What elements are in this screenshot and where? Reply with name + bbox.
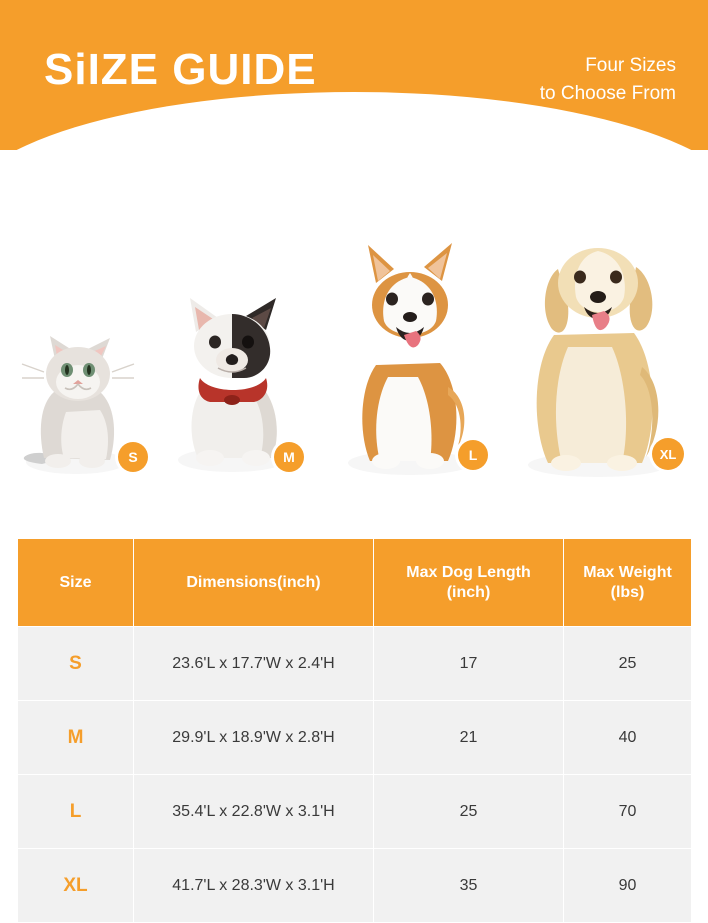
- cell-max-length: 25: [374, 775, 564, 849]
- size-table-body: [18, 627, 692, 923]
- cell-dimensions: 41.7'L x 28.3'W x 3.1'H: [134, 849, 374, 923]
- size-badge-xl: XL: [652, 438, 684, 470]
- size-badge-m: M: [274, 442, 304, 472]
- cell-max-weight: 40: [564, 701, 692, 775]
- size-badge-l: L: [458, 440, 488, 470]
- table-row: [18, 849, 692, 923]
- header-subtitle-line1: Four Sizes: [585, 55, 676, 76]
- cell-size: S: [18, 627, 134, 701]
- header-max-dog-length-line1: Max Dog Length: [406, 563, 531, 581]
- cell-max-weight: 25: [564, 627, 692, 701]
- table-row: [18, 775, 692, 849]
- cell-size: L: [18, 775, 134, 849]
- cell-size: M: [18, 701, 134, 775]
- header-max-dog-length: [374, 539, 564, 627]
- animal-french-bulldog: [160, 282, 310, 482]
- table-header-row: [18, 539, 692, 627]
- size-table: [17, 538, 692, 923]
- header-subtitle: [540, 52, 676, 107]
- cell-max-weight: 90: [564, 849, 692, 923]
- cell-max-length: 17: [374, 627, 564, 701]
- header-max-weight-line2: (lbs): [610, 583, 645, 601]
- table-row: [18, 627, 692, 701]
- header-max-dog-length-line2: (inch): [446, 583, 491, 601]
- page-title: SiIZE GUIDE: [44, 45, 317, 94]
- cell-max-weight: 70: [564, 775, 692, 849]
- cell-dimensions: 29.9'L x 18.9'W x 2.8'H: [134, 701, 374, 775]
- animal-size-row: [0, 150, 708, 490]
- cell-size: XL: [18, 849, 134, 923]
- header-banner: [0, 0, 708, 150]
- header-max-weight: [564, 539, 692, 627]
- animal-corgi: [330, 237, 490, 482]
- cell-max-length: 21: [374, 701, 564, 775]
- animal-cat: [14, 312, 154, 482]
- size-table-wrapper: [17, 538, 691, 923]
- animal-golden-retriever: [510, 217, 690, 482]
- cell-max-length: 35: [374, 849, 564, 923]
- cell-dimensions: 35.4'L x 22.8'W x 3.1'H: [134, 775, 374, 849]
- cell-dimensions: 23.6'L x 17.7'W x 2.4'H: [134, 627, 374, 701]
- header-subtitle-line2: to Choose From: [539, 82, 676, 104]
- size-table-head: [18, 539, 692, 627]
- header-size: Size: [18, 539, 134, 627]
- header-max-weight-line1: Max Weight: [583, 563, 672, 581]
- header-dimensions: Dimensions(inch): [134, 539, 374, 627]
- table-row: [18, 701, 692, 775]
- size-badge-s: S: [118, 442, 148, 472]
